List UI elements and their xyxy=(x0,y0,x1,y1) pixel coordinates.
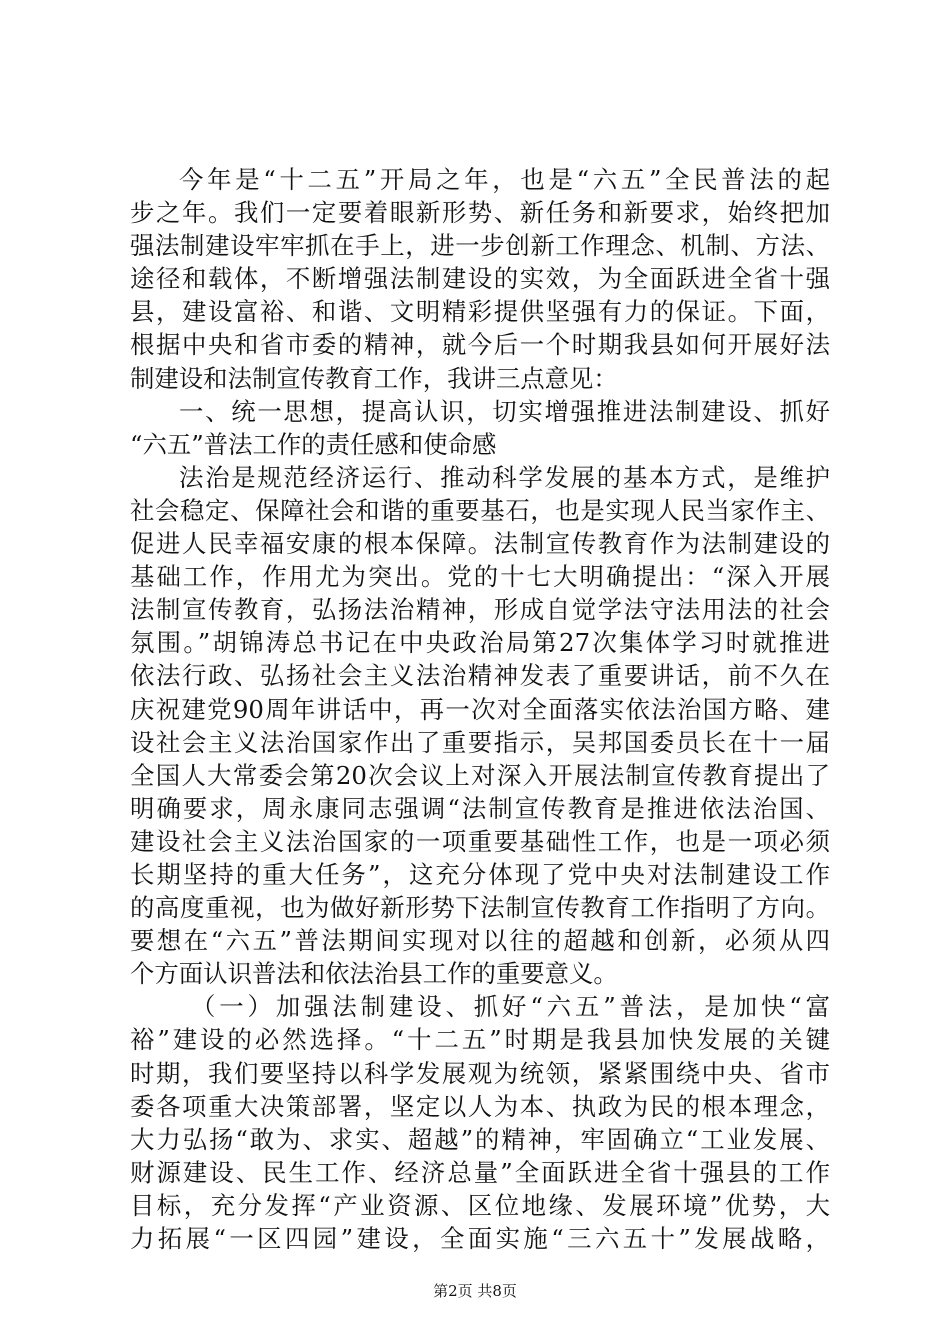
paragraph-line: 设社会主义法治国家作出了重要指示，吴邦国委员长在十一届 xyxy=(130,727,830,757)
paragraph-line: 长期坚持的重大任务”，这充分体现了党中央对法制建设工作 xyxy=(130,859,830,889)
paragraph-line: 明确要求，周永康同志强调“法制宣传教育是推进依法治国、 xyxy=(130,793,830,823)
paragraph-line: 根据中央和省市委的精神，就今后一个时期我县如何开展好法 xyxy=(130,330,830,360)
paragraph-line: 大力弘扬“敢为、求实、超越”的精神，牢固确立“工业发展、 xyxy=(130,1124,830,1154)
paragraph-line: 要想在“六五”普法期间实现对以往的超越和创新，必须从四 xyxy=(130,926,830,956)
paragraph-line: 建设社会主义法治国家的一项重要基础性工作，也是一项必须 xyxy=(130,826,830,856)
section-heading-line: 一、统一思想，提高认识，切实增强推进法制建设、抓好 xyxy=(179,396,830,426)
paragraph-line: 法治是规范经济运行、推动科学发展的基本方式，是维护 xyxy=(179,462,830,492)
subsection-line: （一）加强法制建设、抓好“六五”普法，是加快“富 xyxy=(191,992,830,1022)
paragraph-line: 今年是“十二五”开局之年，也是“六五”全民普法的起 xyxy=(179,165,830,194)
paragraph-line: 途径和载体，不断增强法制建设的实效，为全面跃进全省十强 xyxy=(130,264,830,294)
paragraph-line: 制建设和法制宣传教育工作，我讲三点意见： xyxy=(130,363,618,393)
paragraph-line: 个方面认识普法和依法治县工作的重要意义。 xyxy=(130,959,618,989)
paragraph-line: 基础工作，作用尤为突出。党的十七大明确提出：“深入开展 xyxy=(130,562,830,592)
paragraph-line: 全国人大常委会第20次会议上对深入开展法制宣传教育提出了 xyxy=(130,760,830,790)
paragraph-line: 县，建设富裕、和谐、文明精彩提供坚强有力的保证。下面， xyxy=(130,297,830,327)
paragraph-line: 时期，我们要坚持以科学发展观为统领，紧紧围绕中央、省市 xyxy=(130,1058,830,1088)
paragraph-line: 委各项重大决策部署，坚定以人为本、执政为民的根本理念， xyxy=(130,1091,830,1121)
paragraph-line: 财源建设、民生工作、经济总量”全面跃进全省十强县的工作 xyxy=(130,1157,830,1187)
paragraph-line: 庆祝建党90周年讲话中，再一次对全面落实依法治国方略、建 xyxy=(130,694,830,724)
paragraph-line: 氛围。”胡锦涛总书记在中央政治局第27次集体学习时就推进 xyxy=(130,628,830,658)
document-body xyxy=(130,163,830,1255)
page-number-footer: 第2页 共8页 xyxy=(433,1282,517,1300)
paragraph-line: 社会稳定、保障社会和谐的重要基石，也是实现人民当家作主、 xyxy=(130,495,830,525)
paragraph-line: 依法行政、弘扬社会主义法治精神发表了重要讲话，前不久在 xyxy=(130,661,830,691)
section-heading-line: “六五”普法工作的责任感和使命感 xyxy=(130,429,497,459)
paragraph-line: 目标，充分发挥“产业资源、区位地缘、发展环境”优势，大 xyxy=(130,1190,830,1220)
paragraph-line: 的高度重视，也为做好新形势下法制宣传教育工作指明了方向。 xyxy=(130,893,830,923)
paragraph-line: 步之年。我们一定要着眼新形势、新任务和新要求，始终把加 xyxy=(130,198,830,228)
paragraph-line: 强法制建设牢牢抓在手上，进一步创新工作理念、机制、方法、 xyxy=(130,231,830,261)
paragraph-line: 法制宣传教育，弘扬法治精神，形成自觉学法守法用法的社会 xyxy=(130,595,830,625)
paragraph-line: 裕”建设的必然选择。“十二五”时期是我县加快发展的关键 xyxy=(130,1025,830,1055)
paragraph-line: 力拓展“一区四园”建设，全面实施“三六五十”发展战略， xyxy=(130,1224,830,1253)
paragraph-line: 促进人民幸福安康的根本保障。法制宣传教育作为法制建设的 xyxy=(130,529,830,559)
